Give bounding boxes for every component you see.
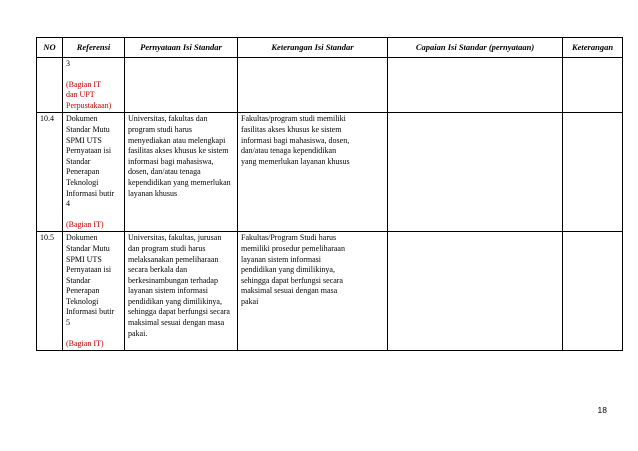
header-keterangan-isi: Keterangan Isi Standar [238, 38, 388, 58]
pernyataan-line: pendidikan yang dimilikinya, [128, 296, 222, 306]
ref-line: Informasi butir [66, 307, 115, 317]
header-capaian: Capaian Isi Standar (pernyataan) [388, 38, 563, 58]
keterangan-isi-line: Fakultas/Program Studi harus [241, 233, 337, 243]
keterangan-isi-line: pendidikan yang dimilikinya, [241, 265, 335, 275]
ref-note: (Bagian IT) [66, 338, 104, 348]
row-capaian [388, 113, 563, 232]
pernyataan-line: program studi harus [128, 124, 192, 134]
pernyataan-line: sehingga dapat berfungsi secara [128, 307, 230, 317]
pernyataan-line: layanan sistem informasi [128, 286, 208, 296]
row-pernyataan [125, 113, 238, 232]
keterangan-isi-line: pakai [241, 296, 259, 306]
table-row [37, 232, 623, 351]
row-referensi [63, 232, 125, 351]
pernyataan-line: Universitas, fakultas dan [128, 114, 208, 124]
keterangan-isi-line: dan/atau tenaga kependidikan [241, 146, 337, 156]
ref-line: Teknologi [66, 296, 99, 306]
row-no: 10.4 [37, 113, 63, 232]
keterangan-isi-line: memiliki prosedur pemeliharaan [241, 243, 345, 253]
row-keterangan-isi [238, 113, 388, 232]
keterangan-isi-line: Fakultas/program studi memiliki [241, 114, 346, 124]
table-row [37, 113, 623, 232]
keterangan-isi-line: yang memerlukan layanan khusus [241, 156, 350, 166]
pernyataan-line: kependidikan yang memerlukan [128, 177, 231, 187]
row-pernyataan [125, 232, 238, 351]
cont-ref-cell [63, 58, 125, 113]
ref-line: Pernyataan isi [66, 146, 112, 156]
standards-table [36, 37, 623, 351]
pernyataan-line: pakai. [128, 328, 148, 338]
keterangan-isi-line: informasi bagi mahasiswa, dosen, [241, 135, 350, 145]
row-capaian [388, 232, 563, 351]
header-pernyataan: Pernyataan Isi Standar [125, 38, 238, 58]
ref-note: (Bagian IT) [66, 219, 104, 229]
ref-line: Penerapan [66, 167, 100, 177]
keterangan-isi-line: maksimal sesuai dengan masa [241, 286, 338, 296]
cont-ref-number: 3 [66, 59, 70, 68]
cont-keterangan-isi-cell [238, 58, 388, 113]
ref-line: 5 [66, 318, 70, 328]
ref-line: Dokumen [66, 114, 98, 124]
ref-line: Standar [66, 275, 91, 285]
cont-no-cell [37, 58, 63, 113]
cont-capaian-cell [388, 58, 563, 113]
keterangan-isi-line: fasilitas akses khusus ke sistem [241, 124, 342, 134]
ref-line: SPMI UTS [66, 254, 102, 264]
header-referensi: Referensi [63, 38, 125, 58]
page-number: 18 [597, 405, 607, 415]
cont-ref-note-line: (Bagian IT [66, 79, 101, 89]
header-keterangan: Keterangan [563, 38, 623, 58]
pernyataan-line: layanan khusus [128, 188, 178, 198]
continuation-row [37, 58, 623, 113]
keterangan-isi-line: layanan sistem informasi [241, 254, 321, 264]
header-no: NO [37, 38, 63, 58]
pernyataan-line: fasilitas akses khusus ke sistem [128, 146, 229, 156]
row-keterangan [563, 232, 623, 351]
row-no: 10.5 [37, 232, 63, 351]
ref-line: Standar Mutu [66, 124, 110, 134]
pernyataan-line: dosen, dan/atau tenaga [128, 167, 201, 177]
cont-ref-note-line: dan UPT [66, 90, 95, 100]
cont-keterangan-cell [563, 58, 623, 113]
cont-pernyataan-cell [125, 58, 238, 113]
row-referensi [63, 113, 125, 232]
pernyataan-line: Universitas, fakultas, jurusan [128, 233, 222, 243]
ref-line: Informasi butir [66, 188, 115, 198]
ref-line: Dokumen [66, 233, 98, 243]
row-keterangan [563, 113, 623, 232]
cont-ref-note-line: Perpustakaan) [66, 100, 112, 110]
pernyataan-line: maksimal sesuai dengan masa [128, 318, 225, 328]
ref-line: Teknologi [66, 177, 99, 187]
ref-line: Pernyataan isi [66, 265, 112, 275]
pernyataan-line: berkesinambungan terhadap [128, 275, 218, 285]
pernyataan-line: melaksanakan pemeliharaan [128, 254, 219, 264]
ref-line: Standar [66, 156, 91, 166]
pernyataan-line: menyediakan atau melengkapi [128, 135, 226, 145]
ref-line: Penerapan [66, 286, 100, 296]
row-keterangan-isi [238, 232, 388, 351]
header-row [37, 38, 623, 58]
pernyataan-line: secara berkala dan [128, 265, 188, 275]
ref-line: SPMI UTS [66, 135, 102, 145]
keterangan-isi-line: sehingga dapat berfungsi secara [241, 275, 343, 285]
pernyataan-line: dan program studi harus [128, 243, 206, 253]
pernyataan-line: informasi bagi mahasiswa, [128, 156, 214, 166]
ref-line: Standar Mutu [66, 243, 110, 253]
ref-line: 4 [66, 199, 70, 209]
